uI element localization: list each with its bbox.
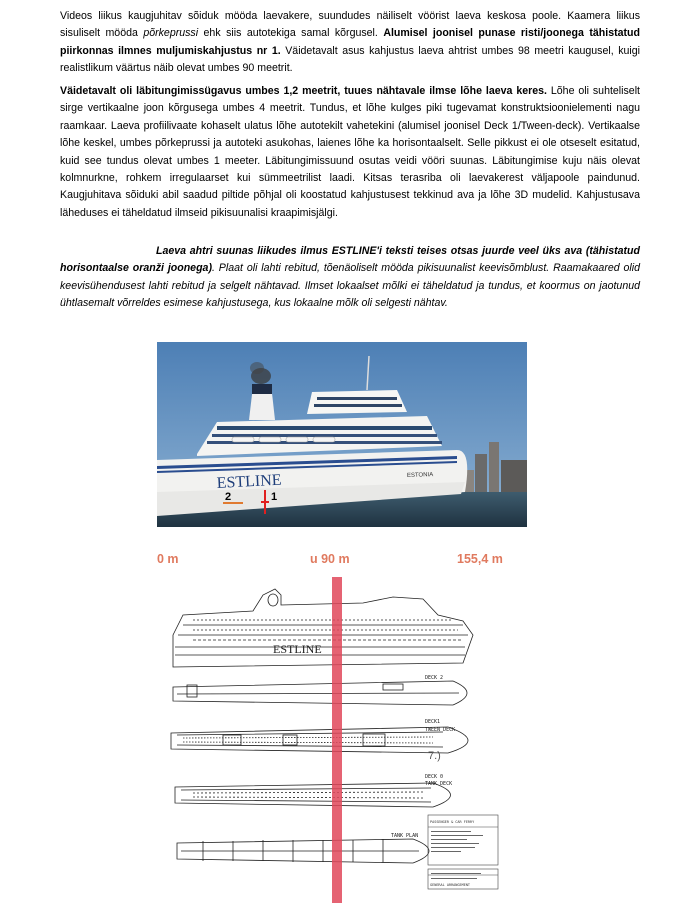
paragraph-1-text-a: Videos liikus kaugjuhitav sõiduk mööda laevakere, suundudes näiliselt vöörist laeva keskosa poole. Kaamera liikus sisuliselt mööda: [60, 10, 640, 40]
plan-tank-deck-label: TANK DECK: [425, 781, 453, 787]
plan-title-block-heading: PASSENGER & CAR FERRY: [430, 820, 475, 824]
marker-1-label: 1: [271, 491, 278, 503]
general-arrangement-plan: [163, 575, 508, 905]
plan-tween-deck-label: TWEEN DECK: [425, 727, 456, 733]
paragraph-1-italic: põrkeprussi: [143, 27, 199, 40]
paragraph-1-bold: Alumisel joonisel punase risti/joonega tähistatud piirkonnas ilmnes muljumiskahjustus nr 1.: [60, 27, 640, 57]
photo-hull-text: ESTLINE: [216, 471, 282, 492]
paragraph-2: [60, 83, 640, 222]
paragraph-1-text-b: ehk siis autotekiga samal kõrgusel.: [198, 27, 384, 40]
plan-red-band: [332, 577, 342, 903]
plan-deck-2-label: DECK 2: [425, 675, 444, 681]
photo-bow-name: ESTONIA: [406, 472, 434, 479]
paragraph-2-bold: Väidetavalt oli läbitungimissügavus umbes 1,2 meetrit, tuues nähtavale ilmse lõhe laeva keres.: [60, 85, 547, 97]
scale-start-label: 0 m: [157, 552, 179, 566]
plan-deck-0-label: DECK 0: [425, 774, 444, 780]
scale-mid-label: u 90 m: [310, 552, 350, 566]
paragraph-3-text: . Plaat oli lahti rebitud, tõenäoliselt mööda pikisuunalist keevisõmblust. Raamakaared olid keevisühendusest lahti rebitud ja selgelt nähtavad. Ilmset lokaalset mõlki ei täheldatud ja tundus, et koormus on jaotunud ühtlasemalt võrreldes esimese kahjustusega, kus lokaalne mõlk oli selgesti nähtav.: [60, 262, 641, 310]
plan-deck-1-label: DECK1: [425, 719, 441, 725]
plan-title-block-footer: GENERAL ARRANGEMENT: [430, 883, 471, 887]
plan-hand-note: 7.): [428, 750, 441, 762]
plan-hull-text: ESTLINE: [273, 642, 322, 656]
paragraph-2-text: Lõhe oli suhteliselt sirge vertikaalne joon kõrgusega umbes 4 meetrit. Tundus, et lõhe kulges piki tugevamat konstruktsioonielementi nagu raamkaar. Laeva profiilivaate kohaselt ulatus lõhe autotekilt vahetekini (alumisel joonisel Deck 1/Tween-deck). Vertikaalse lõhe keskel, umbes põrkeprussi ja autoteki asukohas, laienes lõhe ka horisontaalselt. Selle pikkust ei ole otseselt esitatud, kuid see tundus olevat umbes 1 meeter. Läbitungimissuund osutas veidi vööri suunas. Läbitungimise kuju näis olevat kolmnurkne, rohkem irregulaarset kui sümmeetrilist laadi. Kitsas terasriba oli laevakerest väljapoole paindunud. Kaugjuhitava sõiduki abil saadud piltide põhjal oli koostatud kahjustusest tekkinud ava ja lõhe 3D mudelid. Kahjustusava läheduses ei täheldatud ilmseid pikisuunalisi kraapimisjälgi.: [60, 85, 640, 219]
ship-photo: [157, 342, 527, 527]
marker-2-label: 2: [225, 491, 232, 503]
plan-tank-plan-label: TANK PLAN: [391, 833, 419, 839]
paragraph-3: [60, 243, 640, 313]
paragraph-1: [60, 8, 640, 78]
paragraph-1-text-c: Väidetavalt asus kahjustus laeva ahtrist umbes 98 meetri kaugusel, kuigi realistlikum väärtus näib olevat umbes 90 meetrit.: [60, 44, 640, 75]
paragraph-3-bold: Laeva ahtri suunas liikudes ilmus ESTLINE'i teksti teises otsas juurde veel üks ava (tähistatud horisontaalse oranži joonega): [60, 245, 640, 275]
scale-end-label: 155,4 m: [457, 552, 503, 566]
